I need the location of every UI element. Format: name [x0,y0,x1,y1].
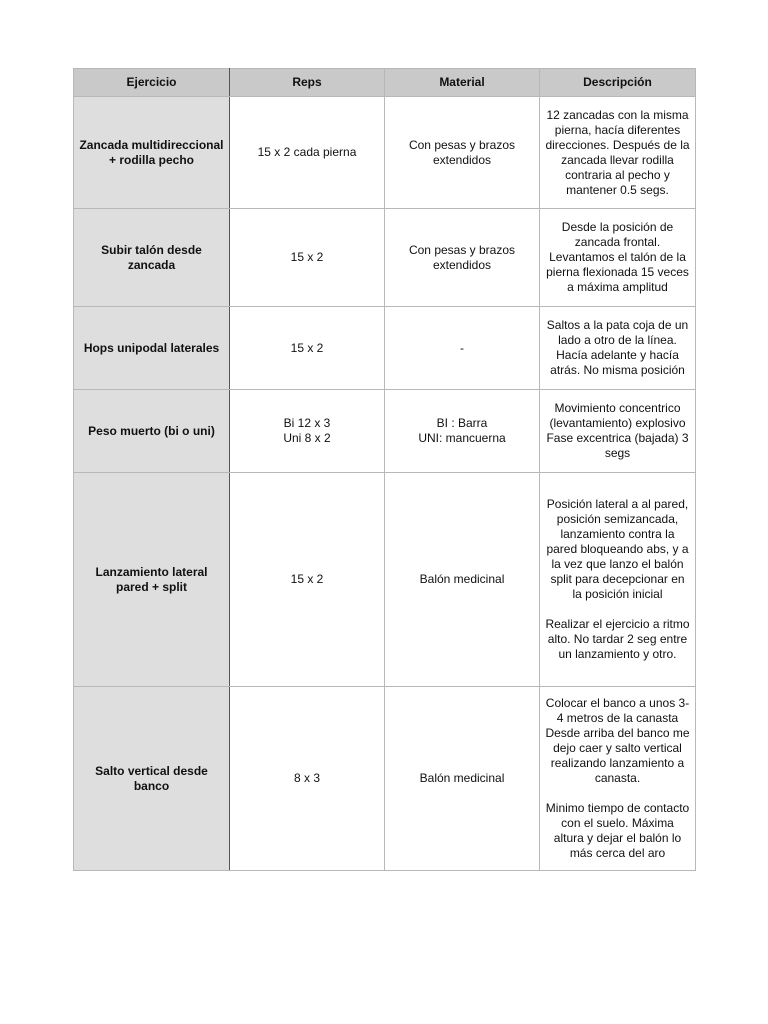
reps-cell: 8 x 3 [230,687,385,871]
description-paragraph: Colocar el banco a unos 3-4 metros de la canasta Desde arriba del banco me dejo caer y salto vertical realizando lanzamiento a canasta. [545,696,690,785]
exercise-name: Zancada multidireccional + rodilla pecho [74,97,230,209]
table-row [74,687,696,871]
material-line: UNI: mancuerna [418,431,506,445]
exercise-name: Salto vertical desde banco [74,687,230,871]
description-paragraph: Realizar el ejercicio a ritmo alto. No tardar 2 seg entre un lanzamiento y otro. [545,617,690,661]
material-cell: - [385,307,540,390]
reps-line: Bi 12 x 3 [283,416,331,430]
material-cell: Balón medicinal [385,687,540,871]
description-line: Movimiento concentrico (levantamiento) explosivo [549,401,686,430]
header-material: Material [385,69,540,97]
reps-cell: 15 x 2 [230,209,385,307]
reps-line: Uni 8 x 2 [283,431,331,445]
description-paragraph: Minimo tiempo de contacto con el suelo. Máxima altura y dejar el balón lo más cerca del aro [545,801,690,860]
header-reps: Reps [230,69,385,97]
material-cell [385,390,540,473]
description-line: Fase excentrica (bajada) 3 segs [546,431,689,460]
reps-cell: 15 x 2 cada pierna [230,97,385,209]
table-row [74,307,696,390]
exercise-name: Hops unipodal laterales [74,307,230,390]
table-row [74,97,696,209]
material-cell: Balón medicinal [385,473,540,687]
reps-cell [230,390,385,473]
header-description: Descripción [540,69,696,97]
description-cell [540,307,696,390]
material-line: BI : Barra [436,416,488,430]
description-paragraph: 12 zancadas con la misma pierna, hacía diferentes direcciones. Después de la zancada llevar rodilla contraria al pecho y mantener 0.5 segs. [545,107,690,197]
reps-cell: 15 x 2 [230,307,385,390]
description-cell [540,687,696,871]
table-row [74,390,696,473]
description-paragraph: Desde la posición de zancada frontal. Levantamos el talón de la pierna flexionada 15 veces a máxima amplitud [546,220,689,294]
reps-cell: 15 x 2 [230,473,385,687]
exercise-name: Lanzamiento lateral pared + split [74,473,230,687]
description-cell [540,209,696,307]
table-row [74,209,696,307]
exercise-table [73,68,696,871]
table-row [74,473,696,687]
table-header-row [74,69,696,97]
description-paragraph: Saltos a la pata coja de un lado a otro de la línea. Hacía adelante y hacía atrás. No misma posición [546,318,689,377]
description-paragraph: Posición lateral a al pared, posición semizancada, lanzamiento contra la pared bloqueando abs, y a la vez que lanzo el balón split para decepcionar en la posición inicial [546,497,689,601]
material-cell: Con pesas y brazos extendidos [385,97,540,209]
description-cell [540,390,696,473]
exercise-name: Peso muerto (bi o uni) [74,390,230,473]
exercise-name: Subir talón desde zancada [74,209,230,307]
material-cell: Con pesas y brazos extendidos [385,209,540,307]
description-cell [540,473,696,687]
header-exercise: Ejercicio [74,69,230,97]
description-cell [540,97,696,209]
